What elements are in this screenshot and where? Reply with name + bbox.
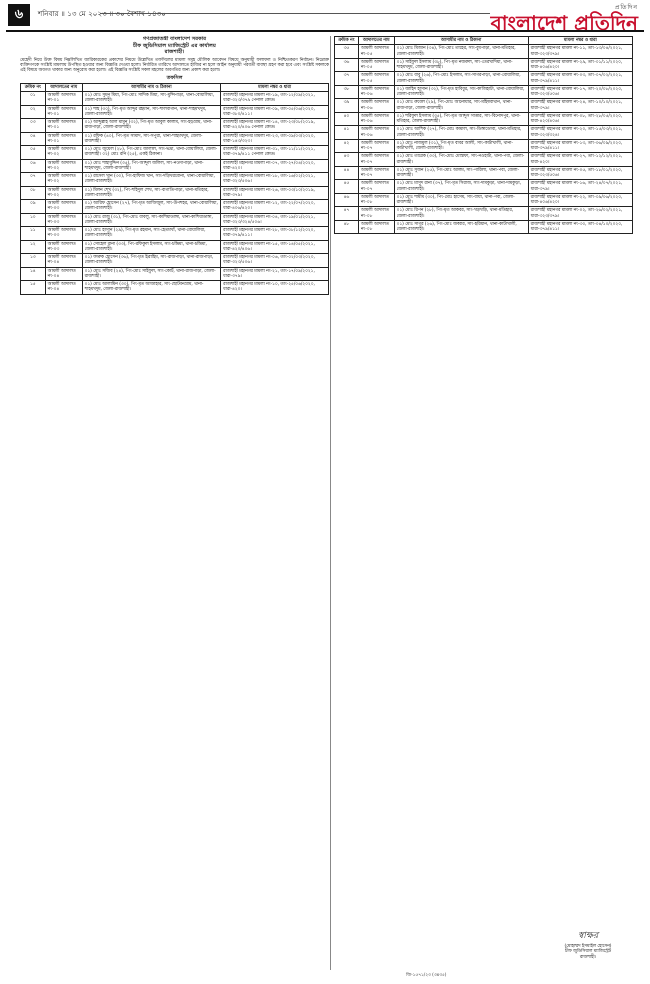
case-cell: রাজশাহী মহানগর মামলা নং-১৭, তাং-২০/০৮/২০২০, ধারা-৩২৩/৫০৬। bbox=[528, 85, 632, 99]
accused-cell: ০১) মোঃ রুবেল (২৯), পিং-মোঃ আনোয়ার, সাং-মহিষবাথান, থানা-রাজপাড়া, জেলা-রাজশাহী। bbox=[394, 99, 528, 113]
serial-cell: ৪৪ bbox=[335, 166, 359, 180]
case-cell: রাজশাহী মহানগর মামলা নং-২২, তাং-০৯/০৬/২০২০, ধারা-৪০৬/৪২০। bbox=[528, 193, 632, 207]
accused-cell: ০১) সোহেল রানা (৩৩), পিং-রফিকুল ইসলাম, সাং-চন্দ্রিমা, থানা-চন্দ্রিমা, জেলা-রাজশাহী। bbox=[82, 240, 221, 254]
court-cell: আমলী আদালত নং-০৭ bbox=[358, 153, 394, 167]
serial-cell: ১৩ bbox=[21, 254, 46, 268]
accused-cell: ০১) মোঃ নাজমুল (৩১), পিং-মৃত বাবর আলী, সাং-কাটাখালী, থানা-কাটাখালী, জেলা-রাজশাহী। bbox=[394, 139, 528, 153]
header-separator bbox=[6, 30, 644, 32]
serial-cell: ৪০ bbox=[335, 112, 359, 126]
table-row bbox=[21, 159, 329, 173]
accused-cell: ০১) শরিফুল ইসলাম (৩৫), পিং-মৃত আব্দুস সাত্তার, সাং-বিনোদপুর, থানা-মতিহার, জেলা-রাজশাহী। bbox=[394, 112, 528, 126]
case-cell: রাজশাহী মহানগর মামলা নং-০৫, তাং-১৮/০১/২০২০, ধারা-৩২৩/৫০৬। bbox=[528, 166, 632, 180]
court-cell: আমলী আদালত নং-০৩ bbox=[45, 200, 82, 214]
table-row bbox=[21, 146, 329, 160]
court-cell: আমলী আদালত নং-০৪ bbox=[45, 267, 82, 281]
accused-cell: ০১) রাসেল খান (৩০), পিং-হাফিজ খান, সাং-দড়িখরবোনা, থানা-বোয়ালিয়া, জেলা-রাজশাহী। bbox=[82, 173, 221, 187]
header-serial: ক্রমিক নং bbox=[335, 37, 359, 45]
court-cell: আমলী আদালত নং-০১ bbox=[45, 132, 82, 146]
serial-cell: ৪৭ bbox=[335, 207, 359, 221]
court-cell: আমলী আদালত নং-০৩ bbox=[45, 240, 82, 254]
table-row bbox=[335, 207, 633, 221]
accused-cell: ০১) মোঃ জুয়েল (২৮), পিং-মোঃ জালাল, সাং-ভদ্রা, থানা-বোয়ালিয়া, জেলা-রাজশাহী। ০২) মোঃ রনি (২৫), একই ঠিকানা। bbox=[82, 146, 221, 160]
accused-cell: ০১) মোঃ সুমন মিয়া, পিং-মোঃ সাদিক মিয়া, সাং-মুন্সিপাড়া, থানা-বোয়ালিয়া, জেলা-রাজশাহী। bbox=[82, 92, 221, 106]
table-row bbox=[21, 92, 329, 106]
court-cell: আমলী আদালত নং-০৭ bbox=[358, 180, 394, 194]
left-column bbox=[20, 36, 329, 295]
serial-cell: ৪৬ bbox=[335, 193, 359, 207]
court-cell: আমলী আদালত নং-০২ bbox=[45, 159, 82, 173]
case-cell: রাজশাহী মহানগর মামলা নং-০৬, তাং-০২/০৩/২০২০, ধারা-৩২৩/৫০৬। bbox=[221, 254, 329, 268]
serial-cell: ৩৫ bbox=[335, 45, 359, 59]
case-cell: রাজশাহী মহানগর মামলা নং-১০, তাং-২৫/০৬/২০২০, ধারা-৪২০। bbox=[221, 281, 329, 295]
accused-cell: ০১) মোঃ মিজান (৩৪), পিং-মোঃ তাহের, সাং-বুধপাড়া, থানা-মতিহার, জেলা-রাজশাহী। bbox=[394, 45, 528, 59]
serial-cell: ০৪ bbox=[21, 132, 46, 146]
case-cell: রাজশাহী মহানগর মামলা নং-৩১, তাং-১১/১১/২০২১, ধারা-৩৭৯/৪১১ পেনাল কোড। bbox=[221, 146, 329, 160]
accused-cell: ০১) জাহিদ হাসান (৩২), পিং-মৃত হাবিবুর, সাং-কাজিহাটা, থানা-বোয়ালিয়া, জেলা-রাজশাহী। bbox=[394, 85, 528, 99]
case-cell: রাজশাহী মহানগর মামলা নং-১৩, তাং-০৬/০৯/২০২০, ধারা-৩৭৯/৪১১। bbox=[528, 139, 632, 153]
accused-cell: ০১) মোঃ সুজন (২৫), পিং-মোঃ আলম, সাং-পারিলা, থানা-পবা, জেলা-রাজশাহী। bbox=[394, 166, 528, 180]
case-cell: রাজশাহী মহানগর মামলা নং-১২, তাং-২২/০৭/২০২০, ধারা-৪০৬/৪২০। bbox=[221, 200, 329, 214]
court-cell: আমলী আদালত নং-০৫ bbox=[358, 58, 394, 72]
signature-block bbox=[548, 931, 628, 960]
accused-cell: ০১) মোঃ মাসুদ রানা (৩৭), পিং-মৃত সিরাজ, সাং-দামকুড়া, থানা-দামকুড়া, জেলা-রাজশাহী। bbox=[394, 180, 528, 194]
case-cell: রাজশাহী মহানগর মামলা নং-০৩, তাং-০৭/০২/২০২১, ধারা-৩৭৯/৪১১। bbox=[528, 72, 632, 86]
case-cell: রাজশাহী মহানগর মামলা নং-০৭, তাং-২৭/০৪/২০২০, ধারা-৪২০। bbox=[221, 159, 329, 173]
table-row bbox=[335, 193, 633, 207]
notice-heading-1: গণপ্রজাতন্ত্রী বাংলাদেশ সরকার bbox=[142, 36, 207, 42]
case-cell: রাজশাহী মহানগর মামলা নং-০৮, তাং-২৮/০৫/২০২০, ধারা-৪২০/৪০৬। bbox=[528, 112, 632, 126]
accused-cell: ০১) মোঃ তারেক (৩৩), পিং-মোঃ মোস্তফা, সাং-নওহাটা, থানা-পবা, জেলা-রাজশাহী। bbox=[394, 153, 528, 167]
table-row bbox=[21, 119, 329, 133]
case-cell: রাজশাহী মহানগর মামলা নং-০৪, তাং-১৯/০১/২০২১, ধারা-৩২৩/৩২৪/৫০৬। bbox=[221, 213, 329, 227]
serial-cell: ৩৮ bbox=[335, 85, 359, 99]
signature-place: রাজশাহী। bbox=[579, 954, 597, 960]
table-row bbox=[335, 180, 633, 194]
serial-cell: ০৯ bbox=[21, 200, 46, 214]
header-rule bbox=[100, 13, 490, 14]
date-line: শনিবার ॥ ১৩ মে ২০২৩ ॥ ৩০ বৈশাখ ১৪৩০ bbox=[38, 9, 166, 18]
table-row bbox=[21, 254, 329, 268]
accused-cell: ০১) মোঃ শামীম (৩০), পিং-মোঃ হাসেম, সাং-বায়া, থানা-পবা, জেলা-রাজশাহী। bbox=[394, 193, 528, 207]
court-cell: আমলী আদালত নং-০৫ bbox=[358, 72, 394, 86]
notice-heading-3: রাজশাহী। bbox=[164, 49, 185, 56]
court-cell: আমলী আদালত নং-০১ bbox=[45, 119, 82, 133]
accused-cell: ০১) আব্দুল্লাহ আল মামুন (৩২), পিং-মৃত আবুল কালাম, সাং-হড়গ্রাম, থানা-রাজপাড়া, জেলা-রাজশাহী। bbox=[82, 119, 221, 133]
masthead-small: প্রতিদিন bbox=[614, 4, 638, 11]
accused-cell: ০১) মোঃ হাসান (২৯), পিং-মৃত রহমান, সাং-হেতমখাঁ, থানা-বোয়ালিয়া, জেলা-রাজশাহী। bbox=[82, 227, 221, 241]
right-case-table bbox=[334, 36, 633, 234]
court-cell: আমলী আদালত নং-০৮ bbox=[358, 193, 394, 207]
serial-cell: ০৫ bbox=[21, 146, 46, 160]
header-accused: আসামীর নাম ও ঠিকানা bbox=[82, 83, 221, 91]
table-row bbox=[335, 139, 633, 153]
case-cell: রাজশাহী মহানগর মামলা নং-২০, তাং-১৫/০৩/২০২১, ধারা-৩২৩/৩২৪। bbox=[528, 126, 632, 140]
serial-cell: ৩৭ bbox=[335, 72, 359, 86]
serial-cell: ১৫ bbox=[21, 281, 46, 295]
serial-cell: ১১ bbox=[21, 227, 46, 241]
court-cell: আমলী আদালত নং-০২ bbox=[45, 146, 82, 160]
accused-cell: ০১) মোঃ রাজু (৩১), পিং-মোঃ বাবলু, সাং-কাশিয়াডাঙ্গা, থানা-কাশিয়াডাঙ্গা, জেলা-রাজশাহী। bbox=[82, 213, 221, 227]
court-cell: আমলী আদালত নং-০২ bbox=[45, 173, 82, 187]
table-row bbox=[335, 45, 633, 59]
table-row bbox=[335, 99, 633, 113]
table-row bbox=[21, 105, 329, 119]
serial-cell: ১২ bbox=[21, 240, 46, 254]
table-row bbox=[335, 112, 633, 126]
case-cell: রাজশাহী মহানগর মামলা নং-২৯, তাং-০১/১১/২০২০, ধারা-৪০৬/৪২০। bbox=[528, 58, 632, 72]
table-row bbox=[335, 85, 633, 99]
accused-cell: ০১) শাহ (৩০), পিং-মৃত আব্দুর রহমান, সাং-শালবাগান, থানা-শাহমখদুম, জেলা-রাজশাহী। bbox=[82, 105, 221, 119]
serial-cell: ০৬ bbox=[21, 159, 46, 173]
serial-cell: ৪২ bbox=[335, 139, 359, 153]
case-cell: রাজশাহী মহানগর মামলা নং-০২, তাং-২৬/০২/২০২১, ধারা-৩২৩/৩৭৯। bbox=[528, 207, 632, 221]
table-row bbox=[335, 166, 633, 180]
court-cell: আমলী আদালত নং-০৬ bbox=[358, 112, 394, 126]
serial-cell: ৪৮ bbox=[335, 220, 359, 234]
table-row bbox=[21, 200, 329, 214]
court-cell: আমলী আদালত নং-০১ bbox=[45, 105, 82, 119]
accused-cell: ০১) মোঃ বাবু (২৬), পিং-মোঃ ইসলাম, সাং-সাগরপাড়া, থানা-বোয়ালিয়া, জেলা-রাজশাহী। bbox=[394, 72, 528, 86]
case-cell: রাজশাহী মহানগর মামলা নং-৩০, তাং-০৪/১০/২০২০, ধারা-৩৭৯/৪১১। bbox=[528, 220, 632, 234]
header-case: মামলা নম্বর ও ধারা bbox=[221, 83, 329, 91]
table-row bbox=[21, 173, 329, 187]
table-row bbox=[21, 240, 329, 254]
court-cell: আমলী আদালত নং-০২ bbox=[45, 186, 82, 200]
serial-cell: ০৩ bbox=[21, 119, 46, 133]
court-cell: আমলী আদালত নং-০৩ bbox=[45, 213, 82, 227]
serial-cell: ৩৬ bbox=[335, 58, 359, 72]
serial-cell: ৪১ bbox=[335, 126, 359, 140]
table-row bbox=[335, 72, 633, 86]
left-case-table bbox=[20, 83, 329, 295]
court-cell: আমলী আদালত নং-০৬ bbox=[358, 99, 394, 113]
case-cell: রাজশাহী মহানগর মামলা নং-২৪, তাং-১০/১০/২০২১, ধারা-৩৭৯। bbox=[528, 99, 632, 113]
court-cell: আমলী আদালত নং-০৮ bbox=[358, 220, 394, 234]
case-cell: রাজশাহী মহানগর মামলা নং-১৪, তাং-২৩/০৮/২০১৯, ধারা-৪২০/৪০৬ পেনাল কোড। bbox=[221, 119, 329, 133]
court-cell: আমলী আদালত নং-০৪ bbox=[45, 281, 82, 295]
table-row bbox=[335, 153, 633, 167]
signature-title: চীফ জুডিসিয়াল ম্যাজিস্ট্রেট bbox=[565, 949, 611, 955]
table-header-row bbox=[335, 37, 633, 45]
court-cell: আমলী আদালত নং-০১ bbox=[45, 92, 82, 106]
case-cell: রাজশাহী মহানগর মামলা নং-২৬, তাং-০৩/১০/২০১৯, ধারা-৩৭৯। bbox=[221, 186, 329, 200]
masthead-name: বাংলাদেশ প্রতিদিন bbox=[490, 11, 638, 35]
serial-cell: ০১ bbox=[21, 92, 46, 106]
court-cell: আমলী আদালত নং-০৮ bbox=[358, 207, 394, 221]
table-row bbox=[335, 126, 633, 140]
right-table-body bbox=[335, 45, 633, 234]
table-row bbox=[21, 227, 329, 241]
table-row bbox=[335, 220, 633, 234]
page-number: ৬ bbox=[8, 4, 30, 26]
serial-cell: ১৪ bbox=[21, 267, 46, 281]
case-cell: রাজশাহী মহানগর মামলা নং-১৬, তাং-২৪/০৭/২০২১, ধারা-৩৭৯। bbox=[528, 180, 632, 194]
case-cell: রাজশাহী মহানগর মামলা নং-০৯, তাং-০৫/০৬/২০২০, ধারা-৩৮০/৪১১। bbox=[221, 105, 329, 119]
court-cell: আমলী আদালত নং-০৬ bbox=[358, 126, 394, 140]
court-cell: আমলী আদালত নং-০৬ bbox=[358, 85, 394, 99]
accused-cell: ০১) রফিক (৪০), পিং-মৃত সামাদ, সাং-সপুরা, থানা-শাহমখদুম, জেলা-রাজশাহী। bbox=[82, 132, 221, 146]
serial-cell: ৪৫ bbox=[335, 180, 359, 194]
table-row bbox=[21, 186, 329, 200]
table-row bbox=[21, 281, 329, 295]
accused-cell: ০১) মোঃ আশিক (২৭), পিং-মোঃ কামাল, সাং-ডিঙ্গাডোবা, থানা-মতিহার, জেলা-রাজশাহী। bbox=[394, 126, 528, 140]
accused-cell: ০১) মোঃ সাগর (২৬), পিং-মোঃ জব্বার, সাং-হরিয়ান, থানা-কাটাখালী, জেলা-রাজশাহী। bbox=[394, 220, 528, 234]
serial-cell: ১০ bbox=[21, 213, 46, 227]
table-row bbox=[335, 58, 633, 72]
accused-cell: ০১) সাইফুল ইসলাম (৩৮), পিং-মৃত নজরুল, সাং-তেরখাদিয়া, থানা-শাহমখদুম, জেলা-রাজশাহী। bbox=[394, 58, 528, 72]
court-cell: আমলী আদালত নং-০৫ bbox=[358, 45, 394, 59]
case-cell: রাজশাহী মহানগর মামলা নং-২৭, তাং-১২/১২/২০২১, ধারা-৪২০। bbox=[528, 153, 632, 167]
case-cell: রাজশাহী মহানগর মামলা নং-২৩, তাং-০৯/০৩/২০২০, ধারা-১৪৩/৩২৩। bbox=[221, 132, 329, 146]
court-cell: আমলী আদালত নং-০৭ bbox=[358, 139, 394, 153]
notice-heading-2: চীফ জুডিসিয়াল ম্যাজিস্ট্রেট এর কার্যালয় bbox=[133, 42, 216, 49]
accused-cell: ০১) মিলন শেখ (৩২), পিং-শহিদুল শেখ, সাং-বাগাতিপাড়া, থানা-মতিহার, জেলা-রাজশাহী। bbox=[82, 186, 221, 200]
accused-cell: ০১) ফারুক হোসেন (৩৬), পিং-মৃত ইব্রাহিম, সাং-রাজপাড়া, থানা-রাজপাড়া, জেলা-রাজশাহী। bbox=[82, 254, 221, 268]
table-row bbox=[21, 267, 329, 281]
case-cell: রাজশাহী মহানগর মামলা নং-২৮, তাং-০৮/১২/২০২০, ধারা-৩৭৯/৪১১। bbox=[221, 227, 329, 241]
court-cell: আমলী আদালত নং-০৪ bbox=[45, 254, 82, 268]
court-cell: আমলী আদালত নং-০৩ bbox=[45, 227, 82, 241]
accused-cell: ০১) মোঃ শাহাবুদ্দিন (৩৫), পিং-আব্দুল জলিল, সাং-নওদাপাড়া, থানা-শাহমখদুম, জেলা-রাজশাহী। bbox=[82, 159, 221, 173]
case-cell: রাজশাহী মহানগর মামলা নং-১৯, তাং-১২/০৯/২০২১, ধারা-৩২৩/৩৭৯ পেনাল কোড। bbox=[221, 92, 329, 106]
accused-cell: ০১) মোঃ রিপন (২৮), পিং-মৃত আকবর, সাং-খড়খড়ি, থানা-মতিহার, জেলা-রাজশাহী। bbox=[394, 207, 528, 221]
case-cell: রাজশাহী মহানগর মামলা নং-১৫, তাং-১৪/০৫/২০২১, ধারা-৪২০/৪০৬। bbox=[221, 240, 329, 254]
header-accused: আসামীর নাম ও ঠিকানা bbox=[394, 37, 528, 45]
header-court: আদালতের নাম bbox=[358, 37, 394, 45]
table-header-row bbox=[21, 83, 329, 91]
notice-body: মেহেদী নিয়ে উক্ত বিষয় নিম্নলিখিত জারিকারকের প্রকাশের নিয়মে উল্লেখিত তফসিলের মামলা সমূহ মৌলিক আবেদন বিষয়ে অনুযায়ী ফলাফল ও নিশ্চিতকরণ নির্বাচন। নিম্নোক্ত ব্যক্তিগণকে সংশ্লিষ্ট মামলায় উপস্থিত হওয়ার জন্য বিজ্ঞপ্তি দেওয়া হলো। নির্ধারিত তারিখে আদালতে হাজির না হলে আইন অনুযায়ী পরবর্তী ব্যবস্থা গ্রহণ করা হবে এবং সংশ্লিষ্ট সকলকে এই বিষয়ে অবগত থাকার জন্য অনুরোধ করা হলো। এই বিজ্ঞপ্তি সংশ্লিষ্ট সকল মহলের অবগতির জন্য প্রকাশ করা হলো। bbox=[20, 57, 329, 74]
table-row bbox=[21, 213, 329, 227]
serial-cell: ০২ bbox=[21, 105, 46, 119]
serial-cell: ৪৩ bbox=[335, 153, 359, 167]
masthead bbox=[491, 2, 638, 33]
serial-cell: ০৮ bbox=[21, 186, 46, 200]
footer-code: জি-১৫৭১/২৩ (৩x৩৫) bbox=[406, 973, 447, 978]
serial-cell: ৩৯ bbox=[335, 99, 359, 113]
case-cell: রাজশাহী মহানগর মামলা নং-১১, তাং-১৩/০৪/২০২১, ধারা-৩২৩/৩৭৯। bbox=[528, 45, 632, 59]
serial-cell: ০৭ bbox=[21, 173, 46, 187]
accused-cell: ০১) আরিফ হোসেন (২৭), পিং-মৃত আজিজুল, সাং-উপশহর, থানা-বোয়ালিয়া, জেলা-রাজশাহী। bbox=[82, 200, 221, 214]
signature-name: (মোহাম্মদ ইসমাইল হোসেন) bbox=[564, 944, 612, 949]
schedule-title: তফসিল bbox=[166, 74, 183, 81]
right-column bbox=[334, 36, 633, 234]
case-cell: রাজশাহী মহানগর মামলা নং-২১, তাং-১৭/০৯/২০২১, ধারা-৩৭৯। bbox=[221, 267, 329, 281]
signature-mark: স্বাক্ষর bbox=[577, 931, 599, 941]
header-serial: ক্রমিক নং bbox=[21, 83, 46, 91]
header-court: আদালতের নাম bbox=[45, 83, 82, 91]
accused-cell: ০১) মোঃ আলামিন (৩০), পিং-মৃত আজাহার, সাং-ছোটবনগ্রাম, থানা-শাহমখদুম, জেলা-রাজশাহী। bbox=[82, 281, 221, 295]
court-cell: আমলী আদালত নং-০৭ bbox=[358, 166, 394, 180]
accused-cell: ০১) মোঃ সজিব (২৪), পিং-মোঃ সাইফুল, সাং-কোর্ট, থানা-রাজপাড়া, জেলা-রাজশাহী। bbox=[82, 267, 221, 281]
column-divider bbox=[330, 36, 331, 970]
header-case: মামলা নম্বর ও ধারা bbox=[528, 37, 632, 45]
case-cell: রাজশাহী মহানগর মামলা নং-১৮, তাং-১৬/০২/২০২১, ধারা-৩২৩/৫০৬। bbox=[221, 173, 329, 187]
left-table-body bbox=[21, 92, 329, 295]
table-row bbox=[21, 132, 329, 146]
